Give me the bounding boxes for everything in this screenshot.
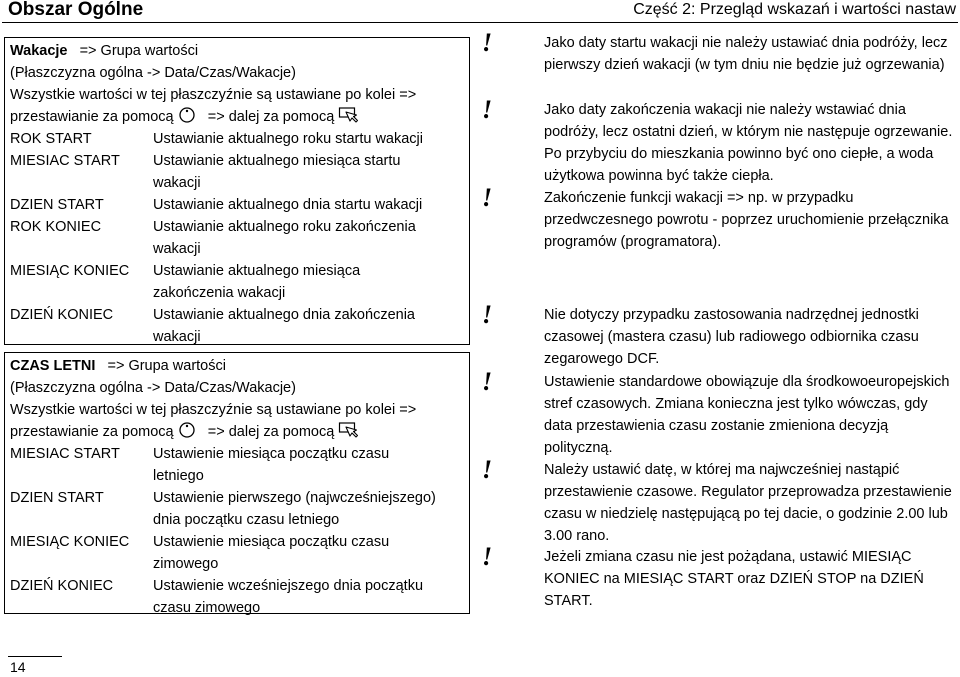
setting-name: DZIEŃ KONIEC	[10, 578, 114, 594]
note-text: Ustawienie standardowe obowiązuje dla środkowoeuropejskich stref czasowych. Zmiana konieczna jest tylko wówczas, gdy data przestawienia czasu zostanie zmieniona decyzją polityczną.	[544, 374, 950, 456]
note-dst-date	[478, 455, 958, 547]
warning-mark-icon: !	[482, 183, 493, 212]
vacation-row-year-end	[10, 216, 461, 260]
summer-row-month-start	[10, 443, 461, 487]
setting-name: MIESIĄC KONIEC	[10, 534, 130, 550]
note-vacation-end	[478, 95, 958, 187]
header-divider	[2, 22, 958, 23]
setting-description-cont: wakacji	[153, 175, 201, 191]
note-vacation-cancel	[478, 183, 958, 253]
summer-menu-path: (Płaszczyzna ogólna -> Data/Czas/Wakacje)	[10, 380, 296, 396]
vacation-row-month-end	[10, 260, 461, 304]
warning-mark-icon: !	[482, 28, 493, 57]
setting-description: Ustawienie pierwszego (najwcześniejszego)	[153, 490, 436, 506]
note-text: Jako daty zakończenia wakacji nie należy wstawiać dnia podróży, lecz ostatni dzień, w którym nie następuje ogrzewanie. Po przybyciu do mieszkania powinno być ono ciepłe, a woda użytkowa powinna być także ciepła.	[544, 102, 953, 184]
warning-mark-icon: !	[482, 542, 493, 571]
setting-description-cont: dnia początku czasu letniego	[153, 512, 340, 528]
summer-row-day-end	[10, 575, 461, 619]
press-hand-icon	[338, 106, 360, 124]
setting-description: Ustawianie aktualnego miesiąca	[153, 263, 361, 279]
setting-name: ROK START	[10, 131, 92, 147]
summer-instruction-controls	[10, 421, 461, 443]
setting-name: MIESIAC START	[10, 153, 120, 169]
summer-row-month-end	[10, 531, 461, 575]
note-timezone-default	[478, 367, 958, 459]
setting-description: Ustawienie miesiąca początku czasu	[153, 534, 390, 550]
setting-description-cont: letniego	[153, 468, 204, 484]
note-vacation-start	[478, 28, 958, 76]
note-time-master	[478, 300, 958, 370]
summer-heading-label: CZAS LETNI	[10, 358, 96, 374]
vacation-instruction-controls	[10, 106, 461, 128]
press-hand-icon	[338, 421, 360, 439]
summer-time-settings-box	[4, 352, 470, 614]
vacation-heading	[10, 40, 461, 62]
summer-adjust-label: przestawianie za pomocą	[10, 424, 174, 440]
vacation-adjust-label: przestawianie za pomocą	[10, 109, 174, 125]
setting-description: Ustawienie miesiąca początku czasu	[153, 446, 390, 462]
setting-description-cont: wakacji	[153, 241, 201, 257]
setting-name: ROK KONIEC	[10, 219, 102, 235]
setting-name: DZIEN START	[10, 197, 104, 213]
rotary-knob-icon	[178, 421, 196, 439]
vacation-instruction-line: Wszystkie wartości w tej płaszczyźnie są ustawiane po kolei =>	[10, 87, 417, 103]
summer-row-day-start	[10, 487, 461, 531]
setting-name: DZIEN START	[10, 490, 104, 506]
summer-next-label: => dalej za pomocą	[207, 424, 335, 440]
page-title: Obszar Ogólne	[8, 0, 144, 20]
setting-description: Ustawianie aktualnego miesiąca startu	[153, 153, 401, 169]
warning-mark-icon: !	[482, 455, 493, 484]
vacation-row-day-start	[10, 194, 461, 216]
summer-heading	[10, 355, 461, 377]
vacation-row-month-start	[10, 150, 461, 194]
vacation-row-year-start	[10, 128, 461, 150]
vacation-settings-box	[4, 37, 470, 345]
setting-description: Ustawianie aktualnego roku zakończenia	[153, 219, 416, 235]
rotary-knob-icon	[178, 106, 196, 124]
note-dst-disable	[478, 542, 958, 612]
setting-description-cont: wakacji	[153, 329, 201, 345]
note-text: Jeżeli zmiana czasu nie jest pożądana, ustawić MIESIĄC KONIEC na MIESIĄC START oraz DZIEŃ STOP na DZIEŃ START.	[544, 549, 924, 609]
summer-heading-desc: => Grupa wartości	[107, 358, 226, 374]
note-text: Jako daty startu wakacji nie należy ustawiać dnia podróży, lecz pierwszy dzień wakacji (w tym dniu nie będzie już ogrzewania)	[544, 35, 948, 73]
vacation-next-label: => dalej za pomocą	[207, 109, 335, 125]
summer-instruction-line: Wszystkie wartości w tej płaszczyźnie są ustawiane po kolei =>	[10, 402, 417, 418]
vacation-menu-path: (Płaszczyzna ogólna -> Data/Czas/Wakacje)	[10, 65, 296, 81]
setting-description-cont: zakończenia wakacji	[153, 285, 286, 301]
note-text: Nie dotyczy przypadku zastosowania nadrzędnej jednostki czasowej (mastera czasu) lub radiowego odbiornika czasu zegarowego DCF.	[544, 307, 919, 367]
setting-name: MIESIĄC KONIEC	[10, 263, 130, 279]
note-text: Zakończenie funkcji wakacji => np. w przypadku przedwczesnego powrotu - poprzez uruchomienie przełącznika programów (programatora).	[544, 190, 949, 250]
setting-description: Ustawianie aktualnego dnia zakończenia	[153, 307, 415, 323]
setting-description: Ustawienie wcześniejszego dnia początku	[153, 578, 424, 594]
warning-mark-icon: !	[482, 95, 493, 124]
setting-name: DZIEŃ KONIEC	[10, 307, 114, 323]
warning-mark-icon: !	[482, 300, 493, 329]
vacation-heading-label: Wakacje	[10, 43, 68, 59]
note-text: Należy ustawić datę, w której ma najwcześniej nastąpić przestawienie czasowe. Regulator przeprowadza przestawienie czasu w niedzielę następującą po tej dacie, o godzinie 2.00 lub 3.00 rano.	[544, 462, 952, 544]
setting-description-cont: czasu zimowego	[153, 600, 261, 616]
setting-name: MIESIAC START	[10, 446, 120, 462]
setting-description: Ustawianie aktualnego dnia startu wakacji	[153, 197, 423, 213]
page-number: 14	[10, 659, 26, 675]
setting-description: Ustawianie aktualnego roku startu wakacji	[153, 131, 423, 147]
vacation-heading-desc: => Grupa wartości	[79, 43, 199, 59]
vacation-row-day-end	[10, 304, 461, 348]
warning-mark-icon: !	[482, 367, 493, 396]
section-title: Część 2: Przegląd wskazań i wartości nastaw	[633, 1, 956, 18]
setting-description-cont: zimowego	[153, 556, 219, 572]
